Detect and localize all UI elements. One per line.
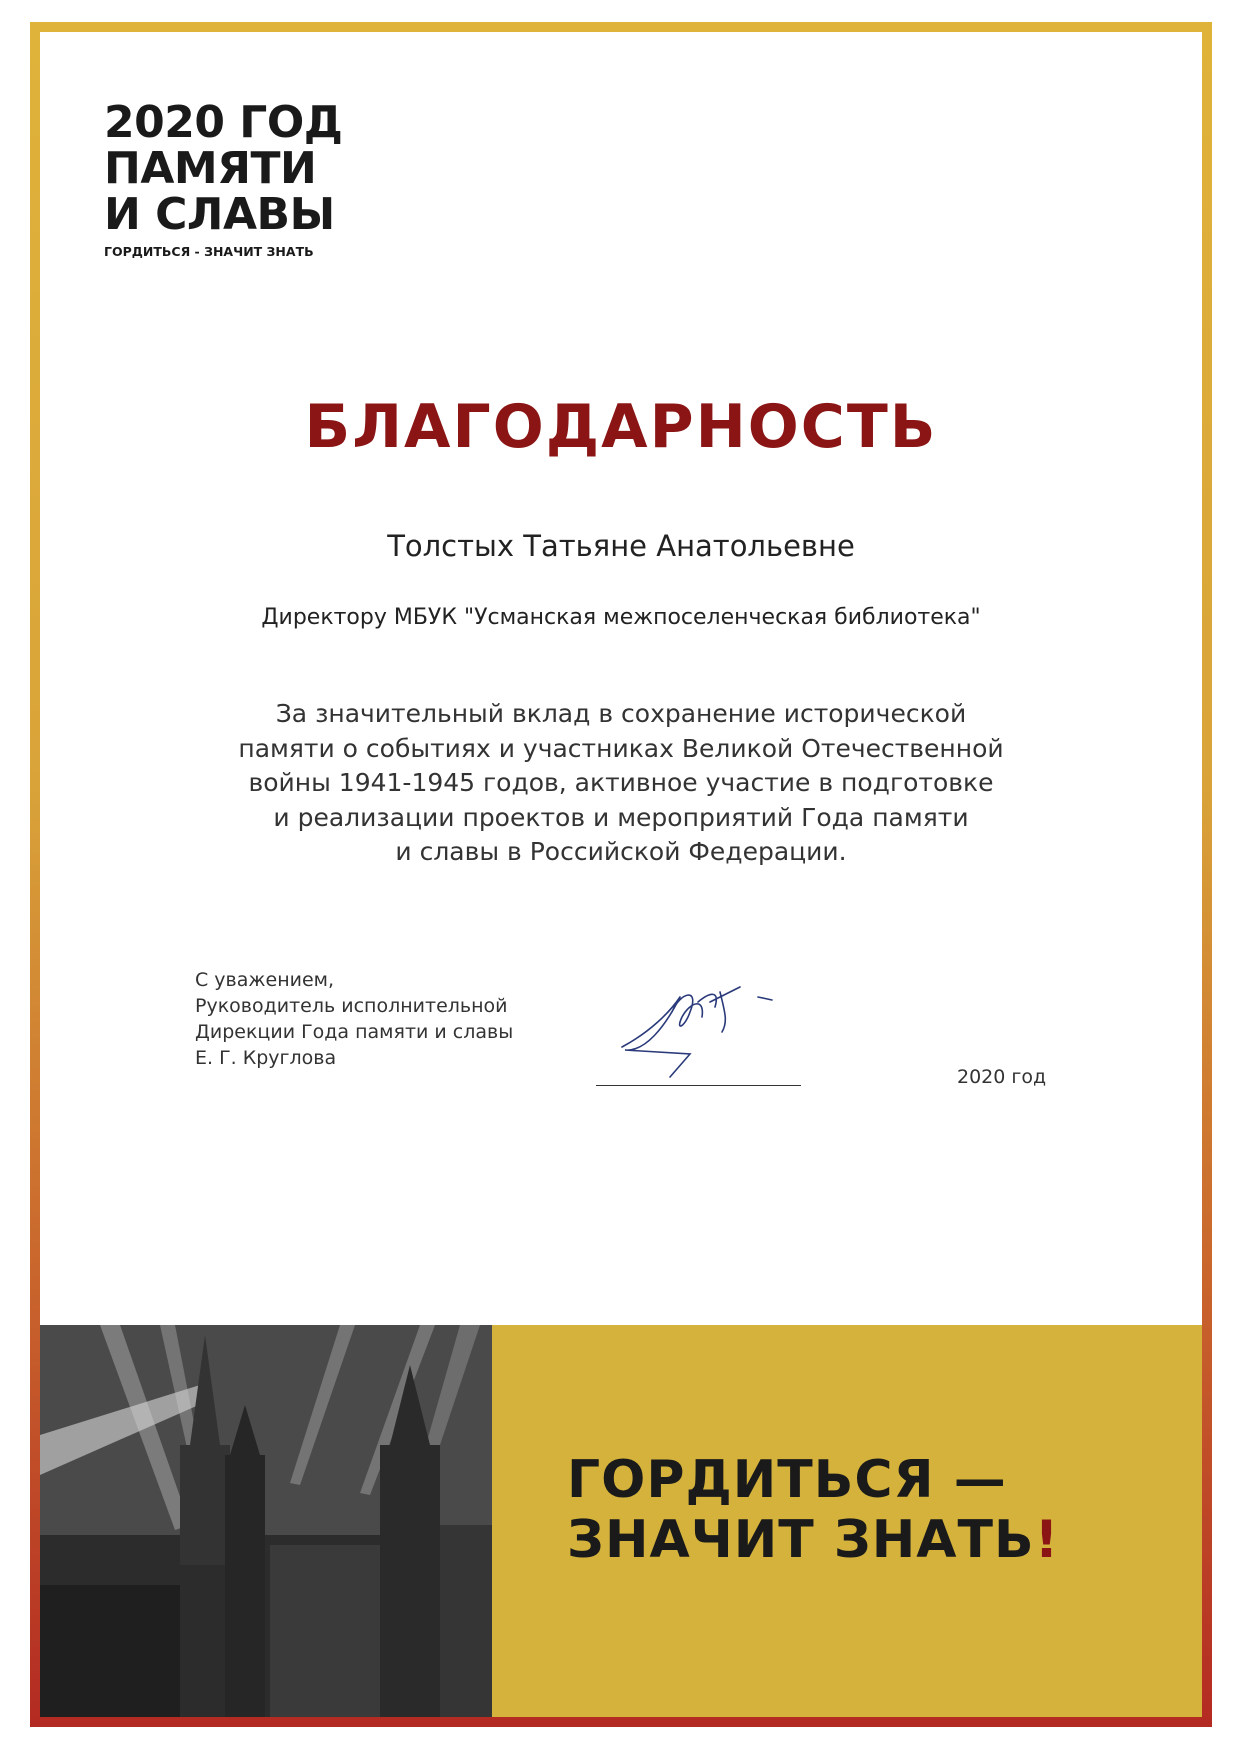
slogan-panel (492, 1325, 1202, 1717)
logo-line-1: 2020 ГОД (104, 97, 343, 148)
gratitude-text (190, 697, 1052, 870)
signatory-line: Дирекции Года памяти и славы (195, 1021, 514, 1043)
logo-tagline: ГОРДИТЬСЯ - ЗНАЧИТ ЗНАТЬ (104, 244, 314, 259)
slogan-line-2-text: ЗНАЧИТ ЗНАТЬ (567, 1510, 1035, 1570)
bottom-banner (40, 1325, 1202, 1717)
signatory-line: Руководитель исполнительной (195, 995, 508, 1017)
certificate-title: БЛАГОДАРНОСТЬ (304, 392, 938, 462)
certificate-year: 2020 год (957, 1066, 1047, 1088)
gratitude-line: и реализации проектов и мероприятий Года памяти (273, 802, 969, 832)
kremlin-fireworks-photo (40, 1325, 492, 1717)
certificate-frame (30, 22, 1212, 1727)
gratitude-line: памяти о событиях и участниках Великой Отечественной (238, 733, 1004, 763)
slogan-line-1: ГОРДИТЬСЯ — (567, 1450, 1007, 1510)
gratitude-line: За значительный вклад в сохранение исторической (275, 699, 967, 728)
slogan (567, 1450, 1059, 1570)
slogan-line-2 (567, 1510, 1059, 1570)
logo-line-2: ПАМЯТИ (104, 143, 317, 194)
gratitude-line: войны 1941-1945 годов, активное участие в подготовке (248, 768, 994, 797)
logo-line-3: И СЛАВЫ (104, 189, 335, 240)
recipient-position: Директору МБУК "Усманская межпоселенческая библиотека" (261, 605, 981, 630)
recipient-name: Толстых Татьяне Анатольевне (387, 529, 855, 563)
gratitude-line: и славы в Российской Федерации. (395, 837, 847, 866)
signature-line (596, 1085, 801, 1086)
year-of-memory-logo (104, 97, 364, 259)
signatory-line: С уважением, (195, 969, 335, 991)
handwritten-signature (610, 972, 790, 1082)
slogan-exclamation: ! (1034, 1510, 1060, 1570)
signatory-block (195, 967, 513, 1071)
signatory-name: Е. Г. Круглова (195, 1047, 337, 1069)
certificate-page (40, 32, 1202, 1717)
